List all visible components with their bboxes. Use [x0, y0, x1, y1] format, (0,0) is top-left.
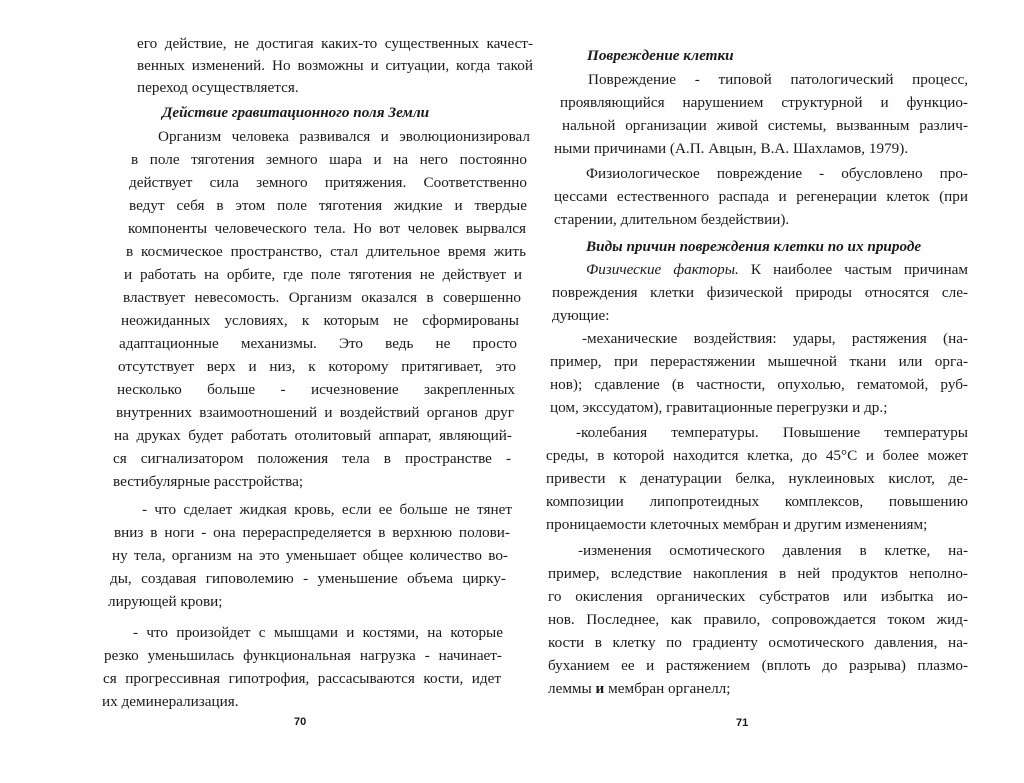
- text-line: их деминерализация.: [102, 693, 239, 710]
- text-line: нов); сдавление (в частности, опухолью, гематомой, руб-: [550, 376, 968, 393]
- text-line: старении, длительном бездействии).: [554, 211, 790, 228]
- text-line: [586, 259, 968, 281]
- text-line: буханием ее и растяжением (вплоть до разрыва) плазмо-: [548, 657, 968, 674]
- heading-part: причин повреждения клетки по их природе: [626, 238, 922, 255]
- text-line: проявляющийся нарушением структурной и функцио-: [560, 94, 968, 111]
- text-line: - что произойдет с мышцами и костями, на которые: [133, 624, 503, 641]
- bold-word: и: [595, 680, 605, 697]
- text-line: ведут себя в этом поле тяготения жидкие и твердые: [129, 197, 527, 214]
- text-line: -изменения осмотического давления в клетке, на-: [578, 542, 968, 559]
- text-line: проницаемости клеточных мембран и другим изменениям;: [546, 516, 928, 533]
- right-page: [520, 0, 1024, 783]
- text-line: венных изменений. Но возможны и ситуации, когда такой: [137, 57, 533, 74]
- text-line: цом, экссудатом), гравитационные перегрузки и др.;: [550, 399, 888, 416]
- text-line: отсутствует верх и низ, к которому притягивает, это: [118, 358, 516, 375]
- text-line: в поле тяготения земного шара и на него постоянно: [131, 151, 527, 168]
- text-line: ды, создавая гиповолемию - уменьшение объема цирку-: [110, 570, 506, 587]
- text-line: пример, при перерастяжении мышечной ткани или орга-: [550, 353, 968, 370]
- section-heading: Действие гравитационного поля Земли: [162, 104, 430, 121]
- heading-part: Виды: [586, 238, 627, 255]
- text-line: несколько больше - исчезновение закрепленных: [117, 381, 515, 398]
- text-line: среды, в которой находится клетка, до 45°С и более может: [546, 447, 968, 464]
- text-line: ными причинами (А.П. Авцын, В.А. Шахламов, 1979).: [554, 140, 909, 157]
- text-line: повреждения клетки физической природы относятся сле-: [552, 284, 968, 301]
- text-line: и работать на орбите, где поле тяготения не действует и: [124, 266, 522, 283]
- text-line: ся сигнализатором положения тела в пространстве -: [113, 450, 511, 467]
- text-line: -механические воздействия: удары, растяжения (на-: [582, 330, 968, 347]
- text-line: вниз в ноги - она перераспределяется в верхнюю полови-: [114, 524, 510, 541]
- text-line: дующие:: [552, 307, 610, 324]
- text-line: внутренних взаимоотношений и воздействий органов друг: [116, 404, 514, 421]
- text-line: его действие, не достигая каких-то существенных качест-: [137, 35, 533, 52]
- text-line: привести к денатурации белка, нуклеиновых кислот, де-: [546, 470, 968, 487]
- section-heading: Повреждение клетки: [587, 47, 734, 64]
- italic-term: Физические факторы.: [586, 261, 739, 278]
- text-span: леммы: [548, 680, 596, 697]
- text-line: кости в клетку по градиенту осмотического давления, на-: [548, 634, 968, 651]
- text-line: Повреждение - типовой патологический процесс,: [588, 71, 968, 88]
- text-line: неожиданных условиях, к которым не сформированы: [121, 312, 519, 329]
- text-line: - что сделает жидкая кровь, если ее больше не тянет: [142, 501, 512, 518]
- text-line: пример, вследствие накопления в ней продуктов неполно-: [548, 565, 968, 582]
- text-line: резко уменьшилась функциональная нагрузка - начинает-: [104, 647, 502, 664]
- text-span: К наиболее частым причинам: [738, 261, 968, 278]
- text-line: -колебания температуры. Повышение температуры: [576, 424, 968, 441]
- text-line: в космическое пространство, стал длительное время жить: [126, 243, 526, 260]
- text-line: Физиологическое повреждение - обусловлено про-: [586, 165, 968, 182]
- section-heading: [586, 236, 921, 258]
- text-line: компоненты человеческого тела. Но вот человек вырвался: [128, 220, 526, 237]
- page-number: 71: [736, 717, 749, 729]
- text-line: действует сила земного притяжения. Соответственно: [129, 174, 527, 191]
- text-line: Организм человека развивался и эволюционизировал: [158, 128, 530, 145]
- text-line: ся прогрессивная гипотрофия, рассасываются кости, идет: [103, 670, 501, 687]
- text-line: нов. Последнее, как правило, сопровождается током жид-: [548, 611, 968, 628]
- text-line: переход осуществляется.: [137, 79, 299, 96]
- text-line: го окисления органических субстратов или избытка ио-: [548, 588, 968, 605]
- text-line: [548, 678, 968, 700]
- text-line: на друках будет работать отолитовый аппарат, являющий-: [114, 427, 512, 444]
- text-span: мембран органелл;: [604, 680, 731, 697]
- text-line: вестибулярные расстройства;: [113, 473, 304, 490]
- text-line: властвует невесомость. Организм оказался в совершенно: [123, 289, 521, 306]
- text-line: лирующей крови;: [108, 593, 223, 610]
- text-line: адаптационные механизмы. Это ведь не просто: [119, 335, 517, 352]
- text-line: цессами естественного распада и регенерации клеток (при: [554, 188, 968, 205]
- text-line: нальной организации живой системы, вызванным различ-: [562, 117, 968, 134]
- page-number: 70: [294, 716, 307, 728]
- text-line: ну тела, организм на это уменьшает общее количество во-: [112, 547, 508, 564]
- text-line: композиции липопротеидных комплексов, повышению: [546, 493, 968, 510]
